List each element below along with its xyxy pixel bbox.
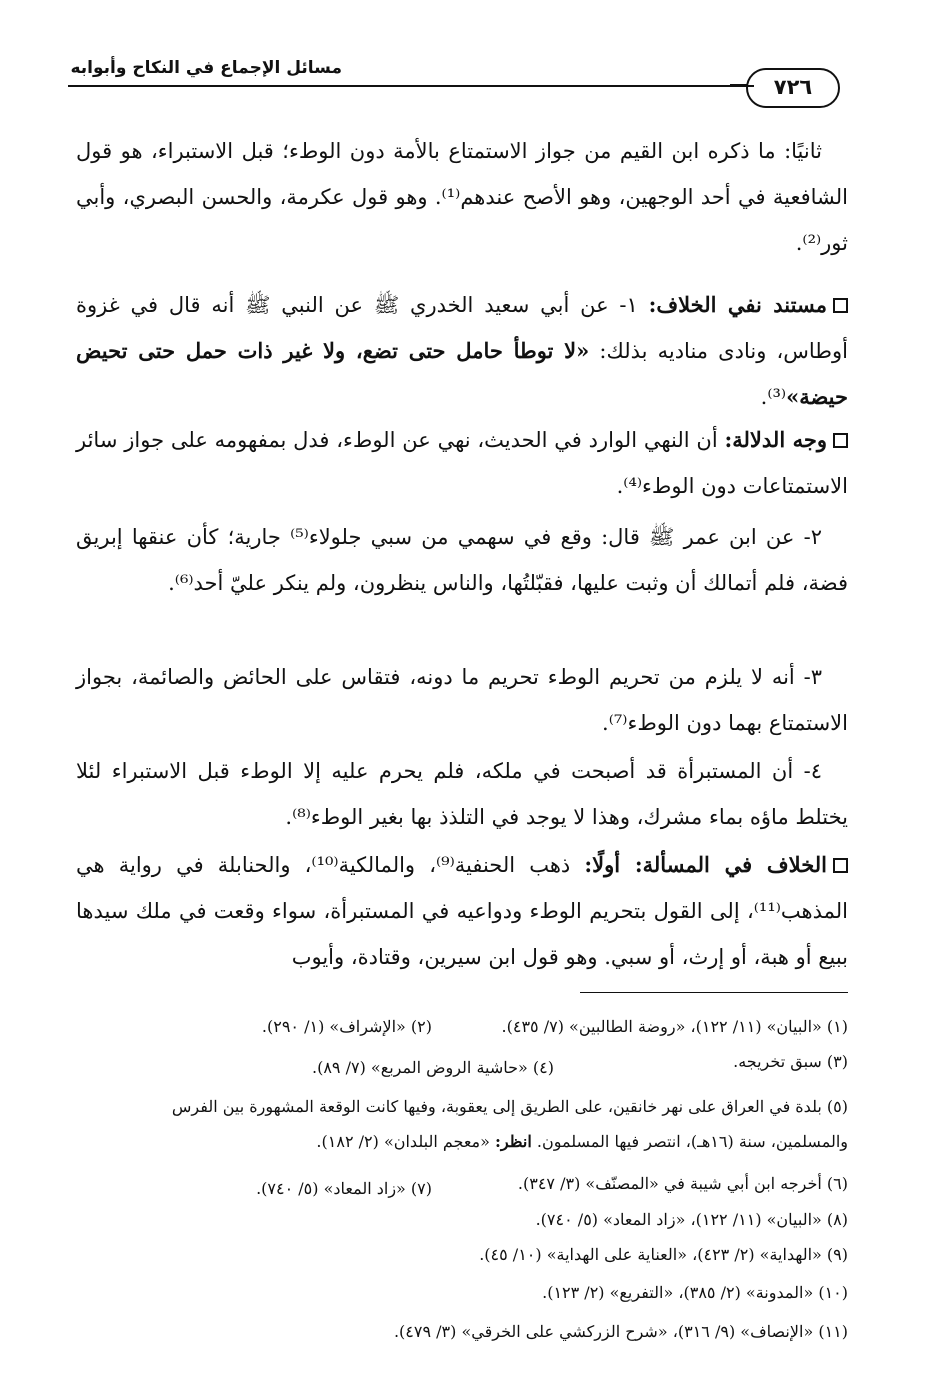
paragraph-text: ٢- عن ابن عمر ﷺ قال: وقع في سهمي من سبي جلولاء⁽⁵⁾ جارية؛ كأن عنقها إبريق فضة، فلم أتمالك أن وثبت عليها، فقبّلتُها، والناس ينظرون، ولم ينكر عليّ أحد⁽⁶⁾.: [76, 525, 848, 595]
footnote-7: (٧) «زاد المعاد» (٥/ ٧٤٠).: [256, 1179, 432, 1198]
paragraph-khilaf: [76, 842, 848, 980]
footnote-5-line-1: (٥) بلدة في العراق على نهر خانقين، على الطريق إلى يعقوبة، وفيها كانت الوقعة المشهورة بين الفرس: [171, 1097, 848, 1116]
section-label: مستند نفي الخلاف:: [648, 292, 827, 317]
footnote-5-text: والمسلمين، سنة (١٦هـ)، انتصر فيها المسلمون.: [536, 1132, 848, 1151]
square-bullet-icon: [833, 433, 848, 448]
square-bullet-icon: [833, 858, 848, 873]
footnote-5-see-label: انظر:: [495, 1132, 532, 1151]
footnote-ref: ⁽³⁾.: [760, 385, 787, 409]
paragraph-mustanad: [76, 282, 848, 420]
footnote-11: (١١) «الإنصاف» (٩/ ٣١٦)، «شرح الزركشي على الخرقي» (٣/ ٤٧٩).: [393, 1322, 848, 1341]
paragraph-text: ٣- أنه لا يلزم من تحريم الوطء تحريم ما دونه، فتقاس على الحائض والصائمة، بجواز الاستمتاع بهما دون الوطء⁽⁷⁾.: [76, 665, 848, 735]
paragraph-text: ١- عن أبي سعيد الخدري ﷺ عن النبي ﷺ أنه قال في غزوة أوطاس، ونادى مناديه بذلك:: [76, 293, 848, 363]
page-number: ٧٢٦: [746, 68, 840, 108]
paragraph-ibn-umar: [76, 514, 848, 606]
section-label: وجه الدلالة:: [724, 427, 827, 452]
paragraph-text: ٤- أن المستبرأة قد أصبحت في ملكه، فلم يحرم عليه إلا الوطء قبل الاستبراء لئلا يختلط ماؤه بماء مشرك، وهذا لا يوجد في التلذذ بها بغير الوطء⁽⁸⁾.: [76, 759, 848, 829]
footnote-4: (٤) «حاشية الروض المربع» (٧/ ٨٩).: [311, 1058, 554, 1077]
footnote-5-line-2: [316, 1132, 848, 1151]
section-label: الخلاف في المسألة: أولًا:: [584, 852, 827, 877]
footnote-6: (٦) أخرجه ابن أبي شيبة في «المصنّف» (٣/ ٣٤٧).: [517, 1174, 848, 1193]
square-bullet-icon: [833, 298, 848, 313]
paragraph-text: ذهب الحنفية⁽⁹⁾، والمالكية⁽¹⁰⁾، والحنابلة في رواية هي المذهب⁽¹¹⁾، إلى القول بتحريم الوطء ودواعيه في المستبرأة، سواء وقعت في ملك سيدها ببيع أو هبة، أو إرث، أو سبي. وهو قول ابن سيرين، وقتادة، وأيوب: [76, 853, 848, 969]
footnote-1: (١) «البيان» (١١/ ١٢٢)، «روضة الطالبين» (٧/ ٤٣٥).: [501, 1017, 848, 1036]
paragraph-third-point: [76, 654, 848, 746]
footnote-2: (٢) «الإشراف» (١/ ٢٩٠).: [261, 1017, 432, 1036]
footnote-5-ref: «معجم البلدان» (٢/ ١٨٢).: [316, 1132, 490, 1151]
footnote-separator: [580, 992, 848, 993]
paragraph-text: أن النهي الوارد في الحديث، نهي عن الوطء، فدل بمفهومه على جواز سائر الاستمتاعات دون الوطء⁽⁴⁾.: [76, 428, 848, 498]
header-rule: [68, 85, 754, 87]
hadith-quote: «لا توطأ حامل حتى تضع، ولا غير ذات حمل حتى تحيض حيضة»: [76, 338, 848, 409]
paragraph-thanian: [76, 128, 848, 266]
footnote-10: (١٠) «المدونة» (٢/ ٣٨٥)، «التفريع» (٢/ ١٢٣).: [542, 1283, 848, 1302]
running-title: مسائل الإجماع في النكاح وأبوابه: [70, 58, 342, 78]
footnote-3: (٣) سبق تخريجه.: [733, 1052, 848, 1071]
paragraph-fourth-point: [76, 748, 848, 840]
paragraph-text: ثانيًا: ما ذكره ابن القيم من جواز الاستمتاع بالأمة دون الوطء؛ قبل الاستبراء، هو قول الشافعية في أحد الوجهين، وهو الأصح عندهم⁽¹⁾. وهو قول عكرمة، والحسن البصري، وأبي ثور⁽²⁾.: [76, 139, 848, 255]
footnote-9: (٩) «الهداية» (٢/ ٤٢٣)، «العناية على الهداية» (١٠/ ٤٥).: [479, 1245, 848, 1264]
paragraph-wajh-dalala: [76, 417, 848, 509]
footnote-8: (٨) «البيان» (١١/ ١٢٢)، «زاد المعاد» (٥/ ٧٤٠).: [535, 1210, 848, 1229]
